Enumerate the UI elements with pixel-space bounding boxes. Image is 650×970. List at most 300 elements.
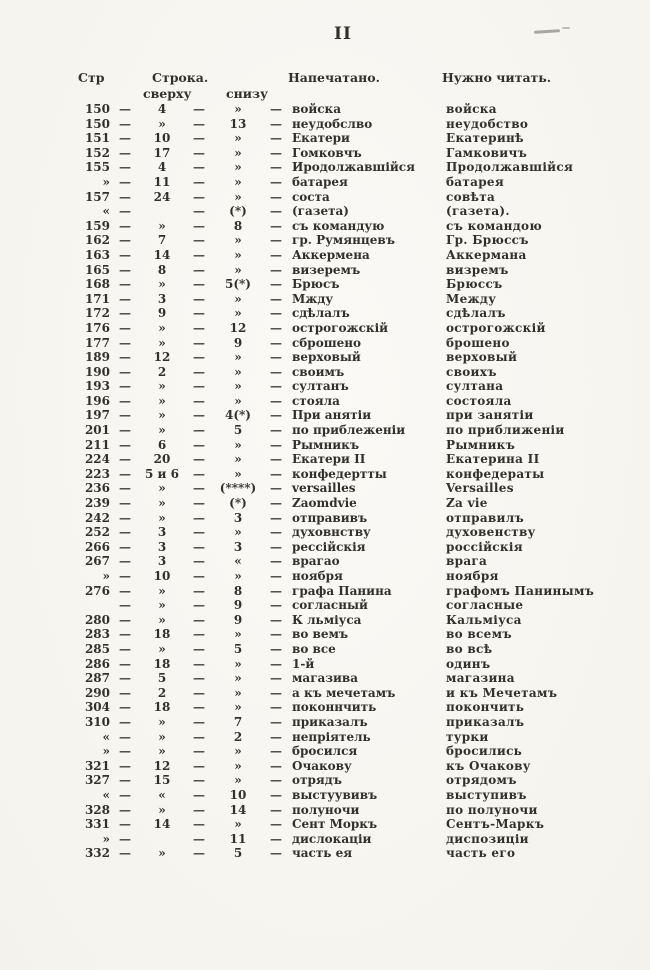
dash: — <box>270 510 282 525</box>
page-cell: 171 <box>84 291 110 306</box>
errata-row <box>0 554 650 569</box>
corrected-cell: сдѣлалъ <box>446 306 506 321</box>
dash: — <box>193 437 205 452</box>
line-bottom-cell: 7 <box>233 714 243 729</box>
printed-cell: конфедертты <box>292 466 387 481</box>
page-cell: « <box>102 787 110 802</box>
page-cell: 266 <box>84 539 110 554</box>
printed-cell: стояла <box>292 393 340 408</box>
line-top-cell: 3 <box>157 554 167 569</box>
corrected-cell: бросились <box>446 744 523 759</box>
dash: — <box>119 641 131 656</box>
dash: — <box>270 787 282 802</box>
errata-row <box>0 613 650 628</box>
dash: — <box>270 656 282 671</box>
dash: — <box>270 174 282 189</box>
dash: — <box>119 218 131 233</box>
dash: — <box>119 174 131 189</box>
line-bottom-cell: » <box>234 160 242 175</box>
errata-row <box>0 525 650 540</box>
line-top-cell: » <box>158 423 166 438</box>
page-cell: 276 <box>84 583 110 598</box>
corrected-cell: и къ Мечетамъ <box>446 685 558 700</box>
line-bottom-cell: » <box>234 262 242 277</box>
page-cell: 172 <box>84 306 110 321</box>
line-top-cell: » <box>158 729 166 744</box>
dash: — <box>193 218 205 233</box>
corrected-cell: духовенству <box>446 525 536 540</box>
dash: — <box>119 393 131 408</box>
errata-row <box>0 175 650 190</box>
page-cell: 176 <box>84 320 110 335</box>
line-top-cell: » <box>158 218 166 233</box>
line-bottom-cell: » <box>234 379 242 394</box>
errata-row <box>0 117 650 132</box>
dash: — <box>193 510 205 525</box>
corrected-cell: выступивъ <box>446 787 527 802</box>
line-top-cell: 5 <box>157 671 167 686</box>
corrected-cell: приказалъ <box>446 714 525 729</box>
dash: — <box>270 437 282 452</box>
line-top-cell: 4 <box>157 160 167 175</box>
errata-row <box>0 686 650 701</box>
dash: — <box>193 204 205 219</box>
printed-cell: во вемъ <box>292 627 349 642</box>
line-bottom-cell: 5(*) <box>225 277 251 292</box>
corrected-cell: магазина <box>446 671 515 686</box>
line-top-cell: 8 <box>157 262 167 277</box>
dash: — <box>270 831 282 846</box>
page-cell: 162 <box>84 233 110 248</box>
column-header-printed: Напечатано. <box>288 70 380 85</box>
line-bottom-cell: » <box>234 671 242 686</box>
errata-row <box>0 248 650 263</box>
errata-row <box>0 306 650 321</box>
line-bottom-cell: » <box>234 306 242 321</box>
printed-cell: съ командую <box>292 218 385 233</box>
line-bottom-cell: » <box>234 350 242 365</box>
errata-row <box>0 408 650 423</box>
line-top-cell: » <box>158 714 166 729</box>
errata-row <box>0 452 650 467</box>
line-top-cell: 2 <box>157 685 167 700</box>
dash: — <box>193 466 205 481</box>
printed-cell: дислокаціи <box>292 831 372 846</box>
line-bottom-cell: « <box>234 554 242 569</box>
corrected-cell: одинъ <box>446 656 491 671</box>
corrected-cell: неудобство <box>446 116 529 131</box>
dash: — <box>119 350 131 365</box>
page-cell: 286 <box>84 656 110 671</box>
line-top-cell: 17 <box>153 145 171 160</box>
printed-cell: неудобслво <box>292 116 373 131</box>
corrected-cell: Za vie <box>446 496 488 511</box>
printed-cell: султанъ <box>292 379 349 394</box>
dash: — <box>193 379 205 394</box>
page-cell: 152 <box>84 145 110 160</box>
line-top-cell: 24 <box>153 189 171 204</box>
corrected-cell: Сентъ-Маркъ <box>446 817 545 832</box>
dash: — <box>193 714 205 729</box>
errata-row <box>0 642 650 657</box>
line-top-cell: » <box>158 408 166 423</box>
column-header-page: Стр <box>78 70 105 85</box>
corrected-cell: отрядомъ <box>446 773 517 788</box>
printed-cell: Екатери II <box>292 452 366 467</box>
line-top-cell: » <box>158 641 166 656</box>
corrected-cell: турки <box>446 729 489 744</box>
page-cell: » <box>102 569 110 583</box>
line-top-cell: » <box>158 583 166 598</box>
line-top-cell: 2 <box>157 364 167 379</box>
printed-cell: Гомковчъ <box>292 145 362 160</box>
line-top-cell: 9 <box>157 306 167 321</box>
dash: — <box>270 729 282 744</box>
dash: — <box>193 627 205 642</box>
dash: — <box>119 131 131 146</box>
dash: — <box>119 452 131 467</box>
corrected-cell: верховый <box>446 350 518 365</box>
page-cell: » <box>102 831 110 846</box>
corrected-cell: врага <box>446 554 488 569</box>
dash: — <box>270 569 282 583</box>
corrected-cell: къ Очакову <box>446 758 531 773</box>
dash: — <box>119 116 131 131</box>
corrected-cell: графомъ Панинымъ <box>446 583 595 598</box>
printed-cell: Брюсъ <box>292 277 340 292</box>
corrected-cell: съ командою <box>446 218 542 233</box>
dash: — <box>193 423 205 438</box>
line-top-cell: 12 <box>153 350 171 365</box>
dash: — <box>270 247 282 262</box>
errata-row <box>0 496 650 511</box>
corrected-cell: Кальміуса <box>446 612 522 627</box>
corrected-cell: Брюссъ <box>446 277 503 292</box>
line-top-cell <box>140 204 184 219</box>
dash: — <box>119 233 131 248</box>
errata-row <box>0 569 650 584</box>
printed-cell: сброшено <box>292 335 362 350</box>
dash: — <box>119 277 131 292</box>
page-cell: 267 <box>84 554 110 569</box>
errata-row <box>0 846 650 861</box>
page-cell: « <box>102 729 110 744</box>
dash: — <box>193 145 205 160</box>
dash: — <box>193 247 205 262</box>
dash: — <box>270 773 282 788</box>
errata-row <box>0 715 650 730</box>
printed-cell: графа Панина <box>292 583 392 598</box>
dash: — <box>119 802 131 817</box>
dash: — <box>270 218 282 233</box>
dash: — <box>270 379 282 394</box>
dash: — <box>193 656 205 671</box>
errata-row <box>0 744 650 759</box>
line-top-cell: 20 <box>153 452 171 467</box>
dash: — <box>193 408 205 423</box>
errata-row <box>0 773 650 788</box>
dash: — <box>193 277 205 292</box>
dash: — <box>270 700 282 715</box>
dash: — <box>119 758 131 773</box>
line-bottom-cell: » <box>234 569 242 583</box>
errata-row <box>0 671 650 686</box>
dash: — <box>193 700 205 715</box>
dash: — <box>270 641 282 656</box>
corrected-cell: Продолжавшійся <box>446 160 574 175</box>
page-cell: 196 <box>84 393 110 408</box>
corrected-cell: своихъ <box>446 364 497 379</box>
dash: — <box>193 262 205 277</box>
line-bottom-cell: (*) <box>229 204 247 219</box>
line-bottom-cell: » <box>234 773 242 788</box>
page-cell: 310 <box>84 714 110 729</box>
errata-row <box>0 627 650 642</box>
line-bottom-cell: » <box>234 685 242 700</box>
corrected-cell: Versailles <box>446 481 514 496</box>
line-top-cell: 18 <box>153 627 171 642</box>
dash: — <box>270 335 282 350</box>
errata-row <box>0 219 650 234</box>
dash: — <box>270 671 282 686</box>
dash: — <box>270 685 282 700</box>
line-top-cell: » <box>158 379 166 394</box>
dash: — <box>270 539 282 554</box>
dash: — <box>270 525 282 540</box>
corrected-cell: при занятіи <box>446 408 534 423</box>
corrected-cell: войска <box>446 102 497 116</box>
page-cell: 157 <box>84 189 110 204</box>
line-bottom-cell: 9 <box>233 612 243 627</box>
dash: — <box>193 102 205 116</box>
dash: — <box>119 787 131 802</box>
errata-row <box>0 832 650 847</box>
errata-row <box>0 292 650 307</box>
printed-cell: бросился <box>292 744 358 759</box>
line-top-cell: 3 <box>157 291 167 306</box>
dash: — <box>270 744 282 759</box>
dash: — <box>119 102 131 116</box>
page-cell: 239 <box>84 496 110 511</box>
dash: — <box>119 700 131 715</box>
line-top-cell: 6 <box>157 437 167 452</box>
line-top-cell: » <box>158 744 166 759</box>
line-top-cell: » <box>158 598 166 613</box>
page-cell: 211 <box>84 437 110 452</box>
dash: — <box>193 160 205 175</box>
printed-cell: Рымникъ <box>292 437 360 452</box>
dash: — <box>270 102 282 116</box>
dash: — <box>193 539 205 554</box>
corrected-cell: Екатерина II <box>446 452 540 467</box>
printed-cell: 1-й <box>292 656 315 671</box>
errata-row <box>0 350 650 365</box>
page-cell: « <box>102 204 110 219</box>
corrected-cell: согласные <box>446 598 524 613</box>
corrected-cell: ноября <box>446 569 499 583</box>
errata-row <box>0 759 650 774</box>
dash: — <box>193 364 205 379</box>
page-cell: 328 <box>84 802 110 817</box>
page-cell: 252 <box>84 525 110 540</box>
errata-row <box>0 160 650 175</box>
dash: — <box>193 773 205 788</box>
corrected-cell: часть его <box>446 846 516 861</box>
page-cell: 332 <box>84 846 110 861</box>
column-subheader-from-top: сверху <box>143 86 192 101</box>
printed-cell: versailles <box>292 481 356 496</box>
errata-row <box>0 233 650 248</box>
errata-row <box>0 584 650 599</box>
dash: — <box>119 539 131 554</box>
dash: — <box>119 744 131 759</box>
dash: — <box>119 846 131 861</box>
dash: — <box>270 204 282 219</box>
page-cell: 150 <box>84 102 110 116</box>
dash: — <box>270 131 282 146</box>
errata-row <box>0 263 650 278</box>
page-cell: 155 <box>84 160 110 175</box>
printed-cell: выстуувивъ <box>292 787 378 802</box>
line-top-cell: 14 <box>153 247 171 262</box>
dash: — <box>193 817 205 832</box>
dash: — <box>119 583 131 598</box>
printed-cell: батарея <box>292 174 348 189</box>
corrected-cell: Гамковичъ <box>446 145 528 160</box>
line-bottom-cell: » <box>234 627 242 642</box>
line-bottom-cell: » <box>234 525 242 540</box>
page-cell: 163 <box>84 247 110 262</box>
printed-cell: рессійскія <box>292 539 366 554</box>
line-bottom-cell: » <box>234 174 242 189</box>
corrected-cell: (газета). <box>446 204 510 219</box>
line-bottom-cell: 5 <box>233 423 243 438</box>
line-bottom-cell: » <box>234 291 242 306</box>
line-bottom-cell: 11 <box>229 831 247 846</box>
dash: — <box>119 408 131 423</box>
line-top-cell: » <box>158 612 166 627</box>
page-cell: » <box>102 174 110 189</box>
corrected-cell: брошено <box>446 335 510 350</box>
dash: — <box>119 817 131 832</box>
line-top-cell: » <box>158 277 166 292</box>
line-bottom-cell: » <box>234 189 242 204</box>
dash: — <box>119 423 131 438</box>
page-cell: 287 <box>84 671 110 686</box>
errata-row <box>0 277 650 292</box>
errata-row <box>0 817 650 832</box>
dash: — <box>270 758 282 773</box>
dash: — <box>119 466 131 481</box>
corrected-cell: Екатеринѣ <box>446 131 524 146</box>
printed-cell: сдѣлалъ <box>292 306 350 321</box>
printed-cell: Мжду <box>292 291 334 306</box>
line-bottom-cell: » <box>234 364 242 379</box>
line-bottom-cell: » <box>234 145 242 160</box>
dash: — <box>193 744 205 759</box>
line-top-cell <box>140 832 184 847</box>
dash: — <box>193 641 205 656</box>
printed-cell: ноября <box>292 569 343 583</box>
column-header-line: Строка. <box>152 70 209 85</box>
errata-row <box>0 423 650 438</box>
errata-row <box>0 511 650 526</box>
line-top-cell: 7 <box>157 233 167 248</box>
page-cell: 283 <box>84 627 110 642</box>
line-top-cell: 10 <box>153 131 171 146</box>
printed-cell: гр. Румянцевъ <box>292 233 395 248</box>
errata-row <box>0 204 650 219</box>
errata-row <box>0 102 650 117</box>
dash: — <box>270 320 282 335</box>
printed-cell: Очакову <box>292 758 352 773</box>
page-cell: 151 <box>84 131 110 146</box>
line-top-cell: 15 <box>153 773 171 788</box>
line-top-cell: » <box>158 393 166 408</box>
dash: — <box>270 612 282 627</box>
line-top-cell: 14 <box>153 817 171 832</box>
line-bottom-cell: » <box>234 393 242 408</box>
dash: — <box>119 204 131 219</box>
column-subheader-from-bottom: снизу <box>226 86 269 101</box>
line-bottom-cell: 14 <box>229 802 247 817</box>
line-bottom-cell: 8 <box>233 218 243 233</box>
line-bottom-cell: » <box>234 233 242 248</box>
line-bottom-cell: (****) <box>219 481 257 496</box>
dash: — <box>193 481 205 496</box>
printed-cell: духовнству <box>292 525 371 540</box>
printed-cell: часть ея <box>292 846 353 861</box>
dash: — <box>193 496 205 511</box>
line-bottom-cell: » <box>234 817 242 832</box>
corrected-cell: Гр. Брюссъ <box>446 233 529 248</box>
line-bottom-cell: 10 <box>229 787 247 802</box>
printed-cell: полуночи <box>292 802 360 817</box>
line-bottom-cell: (*) <box>229 496 247 511</box>
line-bottom-cell: 2 <box>233 729 243 744</box>
dash: — <box>119 671 131 686</box>
line-top-cell: « <box>158 787 166 802</box>
dash: — <box>193 729 205 744</box>
line-top-cell: » <box>158 320 166 335</box>
corrected-cell: во всемъ <box>446 627 512 642</box>
page-cell <box>66 598 110 613</box>
errata-row <box>0 321 650 336</box>
dash: — <box>270 189 282 204</box>
dash: — <box>193 189 205 204</box>
page-cell: 165 <box>84 262 110 277</box>
dash: — <box>119 379 131 394</box>
corrected-cell: острогожскій <box>446 320 546 335</box>
printed-cell: во все <box>292 641 336 656</box>
line-top-cell: » <box>158 116 166 131</box>
page-cell: 280 <box>84 612 110 627</box>
corrected-cell: состояла <box>446 393 512 408</box>
page-cell: 304 <box>84 700 110 715</box>
corrected-cell: отправилъ <box>446 510 524 525</box>
corrected-cell: конфедераты <box>446 466 545 481</box>
dash: — <box>119 437 131 452</box>
line-top-cell: 11 <box>153 174 171 189</box>
printed-cell: а къ мечетамъ <box>292 685 396 700</box>
dash: — <box>193 452 205 467</box>
dash: — <box>119 247 131 262</box>
dash: — <box>119 262 131 277</box>
dash: — <box>270 466 282 481</box>
page-cell: 242 <box>84 510 110 525</box>
printed-cell: К льміуса <box>292 612 362 627</box>
corrected-cell: по приближеніи <box>446 423 565 438</box>
